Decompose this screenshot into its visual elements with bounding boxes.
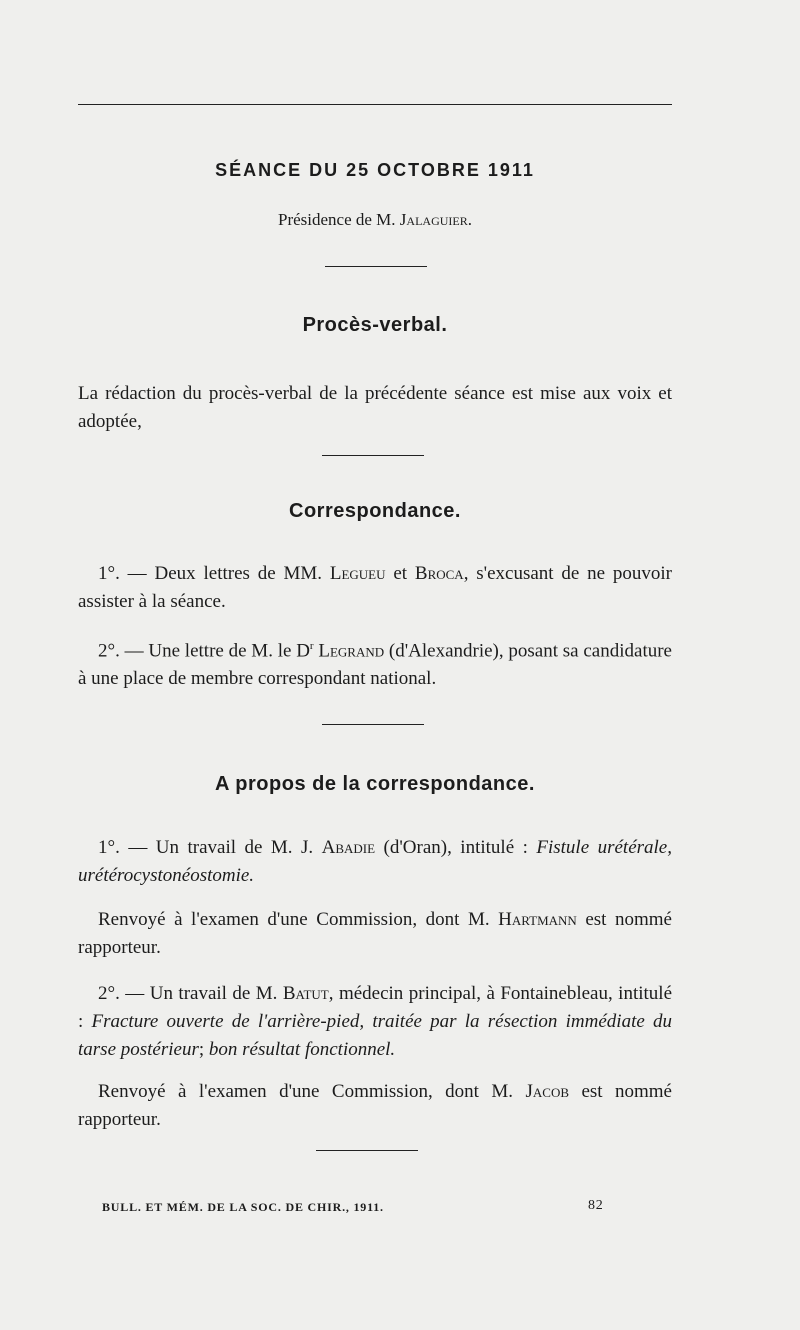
item-text: , s'excusant de ne pouvoir assister à la séance. [78, 563, 672, 612]
item-text: , médecin principal, à Fontainebleau, intitulé : [78, 983, 672, 1032]
a-propos-renvoi-2 [78, 1078, 672, 1134]
presidence-suffix: . [467, 210, 472, 229]
renvoi-text: Renvoyé à l'examen d'une Commission, dont M. [98, 909, 499, 930]
item-number: 1°. — [98, 563, 155, 584]
session-title: SÉANCE DU 25 OCTOBRE 1911 [215, 160, 535, 180]
author-name: Broca [414, 563, 464, 584]
renvoi-text: Renvoyé à l'examen d'une Commission, dont M. [98, 1081, 526, 1102]
president-name: Jalaguier [399, 210, 468, 229]
presidence-prefix: Présidence de M. [277, 210, 400, 229]
presidence-line [78, 210, 672, 230]
divider-1 [325, 266, 427, 267]
rapporteur-name: Hartmann [498, 909, 577, 930]
superscript: r [309, 640, 314, 652]
a-propos-item-1 [78, 834, 672, 890]
item-text: (d'Alexandrie), posant sa candidature à une place de membre correspondant national. [78, 640, 672, 690]
author-name: Abadie [321, 837, 376, 858]
correspondance-item-1 [78, 560, 672, 616]
item-text: Un travail de M. [149, 983, 283, 1004]
renvoi-text: est nommé rapporteur. [78, 1081, 672, 1130]
item-text: Deux lettres de MM. [154, 563, 330, 584]
work-title: Fracture ouverte de l'arrière-pied, traitée par la résection immédiate du tarse postérieur [78, 1011, 672, 1060]
footer-journal: BULL. ET MÉM. DE LA SOC. DE CHIR., 1911. [102, 1200, 384, 1214]
separator: ; [198, 1039, 209, 1060]
divider-4 [316, 1150, 418, 1151]
a-propos-item-2 [78, 980, 672, 1064]
top-rule [78, 104, 672, 105]
proces-verbal-text: La rédaction du procès-verbal de la précédente séance est mise aux voix et adoptée, [78, 383, 672, 432]
author-name: Batut [282, 983, 329, 1004]
author-name: Legueu [329, 563, 386, 584]
section-heading-correspondance: Correspondance. [289, 500, 461, 522]
work-title: Fistule urétérale, urétérocystonéostomie. [78, 837, 672, 886]
section-heading-proces-verbal: Procès-verbal. [302, 314, 448, 336]
rapporteur-name: Jacob [525, 1081, 569, 1102]
divider-2 [322, 455, 424, 456]
item-text: et [385, 563, 415, 584]
author-name: Legrand [318, 640, 385, 662]
renvoi-text: est nommé rapporteur. [78, 909, 672, 958]
footer-page-number: 82 [588, 1198, 604, 1213]
correspondance-item-2 [78, 632, 672, 693]
item-number: 2°. — [98, 983, 150, 1004]
item-number: 2°. — [98, 640, 149, 662]
section-heading-a-propos: A propos de la correspondance. [215, 773, 535, 795]
item-number: 1°. — [98, 837, 156, 858]
divider-3 [322, 724, 424, 725]
item-text: Une lettre de M. le D [148, 640, 310, 662]
item-text: (d'Oran), intitulé : [375, 837, 537, 858]
work-title-result: bon résultat fonctionnel. [208, 1039, 396, 1060]
a-propos-renvoi-1 [78, 906, 672, 962]
item-text: Un travail de M. J. [155, 837, 322, 858]
